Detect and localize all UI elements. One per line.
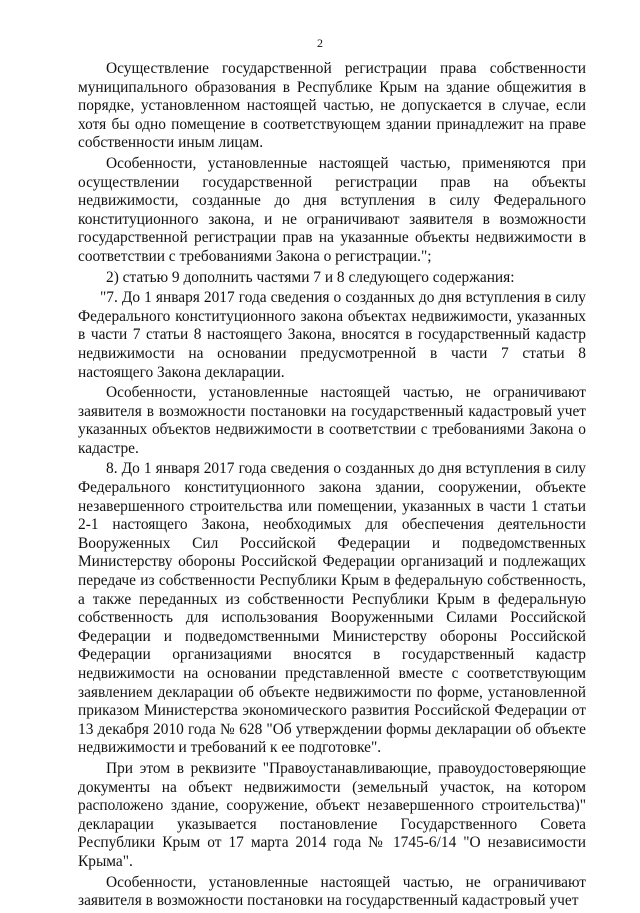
paragraph: 8. До 1 января 2017 года сведения о созданных до дня вступления в силу Федерального конституционного закона здании, сооружении, объекте незавершенного строительства или помещении, указанных в части 1 статьи 2-1 настоящего Закона, необходимых для обеспечения деятельности Вооруженных Сил Российской Федерации и подведомственных Министерству обороны Российской Федерации организаций и подлежащих передаче из собственности Республики Крым в федеральную собственность, а также переданных из собственности Республики Крым в федеральную собственность для использования Вооруженными Силами Российской Федерации и подведомственными Министерству обороны Российской Федерации организациями вносятся в государственный кадастр недвижимости на основании представленной вместе с соответствующим заявлением декларации об объекте недвижимости по форме, установленной приказом Министерства экономического развития Российской Федерации от 13 декабря 2010 года № 628 "Об утверждении формы декларации об объекте недвижимости и требований к ее подготовке". <box>78 460 586 757</box>
paragraph: Осуществление государственной регистрации права собственности муниципального образования в Республике Крым на здание общежития в порядке, установленном настоящей частью, не допускается в случае, если хотя бы одно помещение в соответствующем здании принадлежит на праве собственности иным лицам. <box>78 60 586 152</box>
paragraph: 2) статью 9 дополнить частями 7 и 8 следующего содержания: <box>106 268 515 286</box>
paragraph: "7. До 1 января 2017 года сведения о созданных до дня вступления в силу Федерального конституционного закона объектах недвижимости, указанных в части 7 статьи 8 настоящего Закона, вносятся в государственный кадастр недвижимости на основании предусмотренной в части 7 статьи 8 настоящего Закона декларации. <box>78 289 586 381</box>
paragraph: Особенности, установленные настоящей частью, применяются при осуществлении государственной регистрации прав на объекты недвижимости, созданные до дня вступления в силу Федерального конституционного закона, и не ограничивают заявителя в возможности государственной регистрации прав на указанные объекты недвижимости в соответствии с требованиями Закона о регистрации."; <box>78 154 586 265</box>
paragraph: Особенности, установленные настоящей частью, не ограничивают заявителя в возможности постановки на государственный кадастровый учет указанных объектов недвижимости в соответствии с требованиями Закона о кадастре. <box>78 384 586 457</box>
document-body <box>78 60 586 913</box>
page-number: 2 <box>317 36 323 50</box>
paragraph: Особенности, установленные настоящей частью, не ограничивают заявителя в возможности постановки на государственный кадастровый учет <box>78 873 586 910</box>
paragraph: При этом в реквизите "Правоустанавливающие, правоудостоверяющие документы на объект недвижимости (земельный участок, на котором расположено здание, сооружение, объект незавершенного строительства)" декларации указывается постановление Государственного Совета Республики Крым от 17 марта 2014 года № 1745-6/14 "О независимости Крыма". <box>78 759 586 870</box>
